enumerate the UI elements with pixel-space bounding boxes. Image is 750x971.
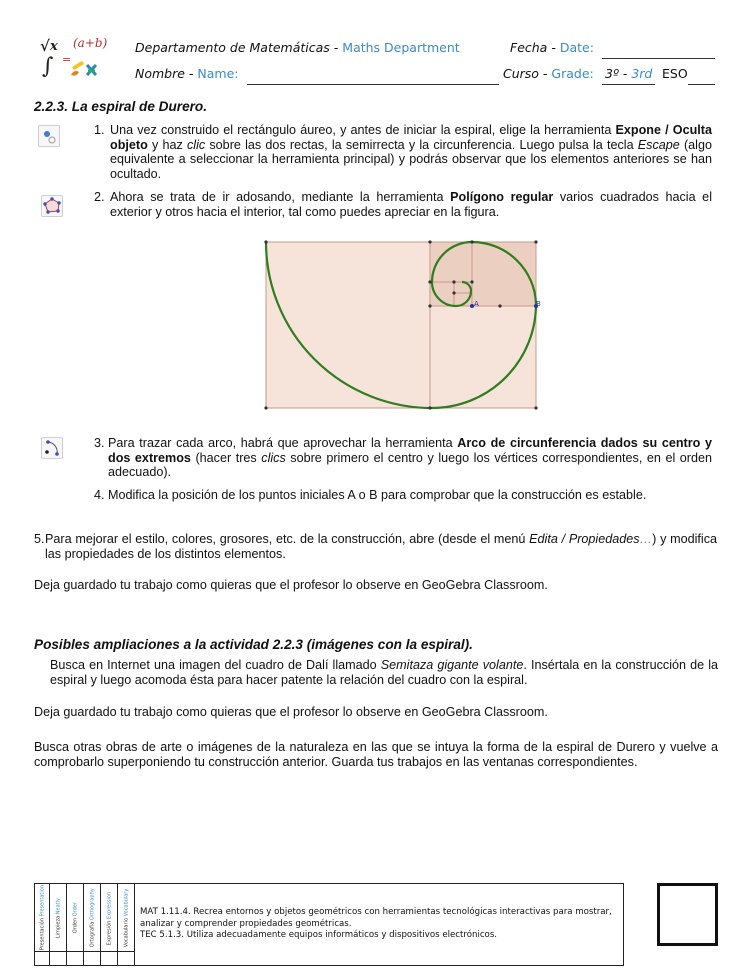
rubric-col-orthography: Ortografía Orthography xyxy=(84,884,101,952)
step-4-text: Modifica la posición de los puntos iniciales A o B para comprobar que la construcción es estable. xyxy=(108,488,647,502)
course-label: Curso - Grade: xyxy=(503,66,594,81)
standards-cell xyxy=(135,884,624,966)
save-note-2: Deja guardado tu trabajo como quieras que el profesor lo observe en GeoGebra Classroom. xyxy=(34,705,548,719)
step-3-text: Para trazar cada arco, habrá que aprovechar la herramienta Arco de circunferencia dados su centro y dos extremos (hacer tres clics sobre primero el centro y luego los vértices correspondientes, en el orden adecuado). xyxy=(108,436,713,479)
rubric-table xyxy=(34,883,624,966)
rubric-score-5[interactable] xyxy=(101,952,118,966)
step-4-number: 4. xyxy=(94,488,105,502)
extensions-title: Posibles ampliaciones a la actividad 2.2.3 (imágenes con la espiral). xyxy=(34,637,473,652)
step-5-number: 5. xyxy=(34,532,45,546)
extensions-paragraph-2: Busca otras obras de arte o imágenes de la naturaleza en las que se intuya la forma de la espiral de Durero y vuelve a comprobarlo superponiendo tu construcción anterior. Guarda tus trabajos en las ventanas correspondientes. xyxy=(34,740,718,769)
course-underline xyxy=(602,84,655,85)
course-level: ESO xyxy=(662,66,688,81)
rubric-col-neatness: Limpieza Neatly xyxy=(50,884,67,952)
point-a-label: A xyxy=(474,300,479,308)
step-1-number: 1. xyxy=(94,123,105,137)
extensions-paragraph-1: Busca en Internet una imagen del cuadro de Dalí llamado Semitaza gigante volante. Insértala en la construcción de la espiral y luego acomoda ésta para hacer patente la relación del cuadro con la espiral. xyxy=(50,658,719,687)
svg-text:=: = xyxy=(62,53,72,66)
section-title: 2.2.3. La espiral de Durero. xyxy=(34,99,208,114)
rubric-score-6[interactable] xyxy=(118,952,135,966)
step-2-text: Ahora se trata de ir adosando, mediante la herramienta Polígono regular varios cuadrados hacia el exterior y otros hacia el interior, tal como puedes apreciar en la figura. xyxy=(110,190,712,219)
svg-text:√: √ xyxy=(40,37,50,55)
durer-spiral-figure xyxy=(262,238,544,414)
show-hide-object-tool-icon xyxy=(38,125,60,147)
svg-text:∫: ∫ xyxy=(42,54,54,79)
svg-text:x: x xyxy=(50,39,58,54)
course-underline-2 xyxy=(688,84,715,85)
rubric-score-1[interactable] xyxy=(35,952,50,966)
department-label: Departamento de Matemáticas - Maths Department xyxy=(135,40,460,55)
logo-formula: (a+b) xyxy=(73,36,108,50)
grade-box[interactable] xyxy=(657,883,718,946)
name-field[interactable] xyxy=(247,84,499,85)
step-3-number: 3. xyxy=(94,436,105,450)
rubric-col-order: Orden Order xyxy=(67,884,84,952)
step-1-text: Una vez construido el rectángulo áureo, y antes de iniciar la espiral, elige la herramienta Expone / Oculta objeto y haz clic sobre las dos rectas, la semirrecta y la circunferencia. Luego pulsa la tecla Escape (algo equivalente a seleccionar la herramienta principal) y podrás observar que los elementos anteriores se han ocultado. xyxy=(110,123,712,181)
save-note-1: Deja guardado tu trabajo como quieras que el profesor lo observe en GeoGebra Classroom. xyxy=(34,578,548,592)
arc-center-tool-icon xyxy=(41,437,63,459)
point-b-label: B xyxy=(536,300,541,308)
rubric-score-4[interactable] xyxy=(84,952,101,966)
rubric-score-3[interactable] xyxy=(67,952,84,966)
course-value: 3º - 3rd xyxy=(605,66,653,81)
rubric-col-vocabulary: Vocabulario Vocabulary xyxy=(118,884,135,952)
step-2-number: 2. xyxy=(94,190,105,204)
standard-tec: TEC 5.1.3. Utiliza adecuadamente equipos informáticos y dispositivos electrónicos. xyxy=(140,930,498,941)
standard-mat: MAT 1.11.4. Recrea entornos y objetos geométricos con herramientas tecnológicas interactivas para mostrar, analizar y comprender propiedades geométricas. xyxy=(140,907,612,929)
date-field[interactable] xyxy=(602,58,715,59)
step-5-text: Para mejorar el estilo, colores, grosores, etc. de la construcción, abre (desde el menú Edita / Propiedades…) y modifica las propiedades de los distintos elementos. xyxy=(45,532,717,561)
regular-polygon-tool-icon xyxy=(41,195,63,217)
rubric-col-expression: Expresión Expression xyxy=(101,884,118,952)
rubric-score-2[interactable] xyxy=(50,952,67,966)
date-label: Fecha - Date: xyxy=(510,40,594,55)
rubric-col-presentation: Presentación Presentation xyxy=(35,884,50,952)
name-label: Nombre - Name: xyxy=(135,66,239,81)
